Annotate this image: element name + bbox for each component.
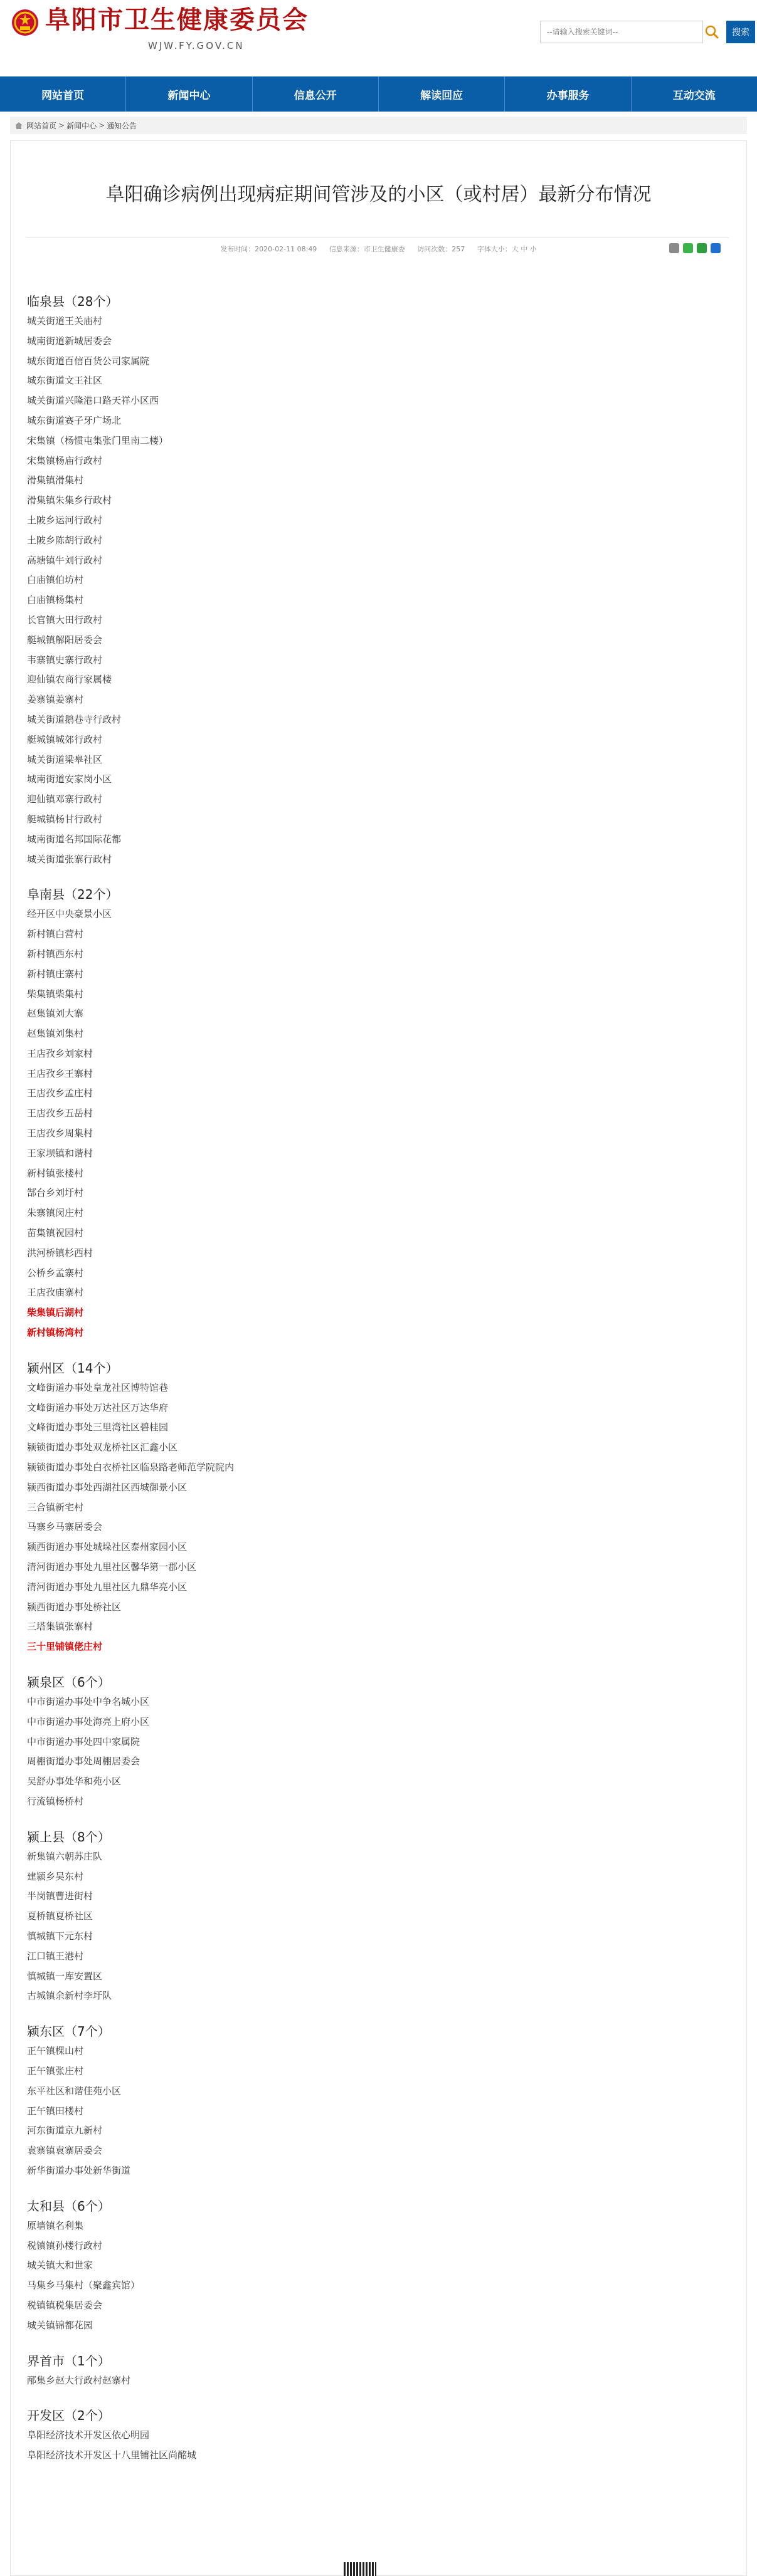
region-title: 界首市（1个）	[27, 2353, 110, 2369]
place-item: 慎城镇一库安置区	[27, 1970, 103, 1982]
nav-services[interactable]: 办事服务	[505, 76, 631, 112]
place-item: 赵集镇刘大寨	[27, 1008, 84, 1020]
place-item: 三合镇新宅村	[27, 1501, 84, 1513]
region-list	[27, 291, 717, 2466]
main-nav	[0, 76, 757, 112]
place-item: 新村镇白营村	[27, 928, 84, 940]
place-item: 夏桥镇夏桥社区	[27, 1910, 93, 1922]
place-item: 王店孜乡王寨村	[27, 1067, 93, 1079]
place-item: 经开区中央豪景小区	[27, 908, 112, 920]
nav-interaction[interactable]: 互动交流	[672, 89, 716, 102]
place-item: 赵集镇刘集村	[27, 1028, 84, 1040]
breadcrumb-notices[interactable]: 通知公告	[107, 121, 137, 130]
place-item: 苗集镇祝园村	[27, 1227, 84, 1239]
place-item: 滑集镇朱集乡行政村	[27, 495, 112, 506]
place-item: 税镇镇孙楼行政村	[27, 2239, 103, 2251]
place-item: 新村镇庄寨村	[27, 968, 84, 980]
wechat-share-icon[interactable]	[683, 243, 693, 253]
place-item: 城关镇大和世家	[27, 2259, 93, 2271]
place-item: 迎仙镇邓寨行政村	[27, 793, 103, 805]
font-size-control[interactable]: 字体大小：大 中 小	[477, 245, 537, 253]
place-item: 王店孜乡五岳村	[27, 1107, 93, 1119]
place-item: 古城镇余新村李圩队	[27, 1990, 112, 2002]
site-header	[0, 0, 757, 75]
place-item: 艇城镇杨甘行政村	[27, 813, 103, 825]
breadcrumb-news[interactable]: 新闻中心	[66, 121, 97, 130]
place-item: 新村镇张楼村	[27, 1167, 84, 1179]
view-count: 访问次数：257	[417, 245, 465, 253]
region-title: 颍东区（7个）	[27, 2024, 110, 2039]
place-item: 江口镇王港村	[27, 1950, 84, 1962]
place-item: 公桥乡孟寨村	[27, 1267, 84, 1279]
place-item: 邴集乡赵大行政村赵寨村	[27, 2374, 131, 2386]
home-icon	[15, 122, 23, 129]
place-item: 艇城镇城郊行政村	[27, 733, 103, 745]
region-title: 阜南县（22个）	[27, 887, 119, 903]
place-item: 清河街道办事处九里社区九鼎华亮小区	[27, 1581, 188, 1593]
site-title: 阜阳市卫生健康委员会	[45, 5, 309, 34]
region-title: 颍州区（14个）	[27, 1360, 119, 1376]
place-item: 高塘镇牛刘行政村	[27, 554, 103, 566]
accessibility-icon[interactable]	[711, 243, 721, 253]
region-block	[27, 2021, 717, 2181]
place-item: 正午镇田楼村	[27, 2105, 84, 2117]
region-block	[27, 2351, 717, 2391]
place-item: 朱寨镇闵庄村	[27, 1207, 84, 1219]
place-item: 清河街道办事处九里社区馨华第一郡小区	[27, 1561, 197, 1573]
place-item: 城东街道赛子牙广场北	[27, 414, 122, 426]
place-item: 半岗镇曹进街村	[27, 1890, 93, 1902]
place-item: 白庙镇伯坊村	[27, 574, 84, 586]
place-item: 颍锁街道办事处白衣桥社区临泉路老师范学院院内	[27, 1462, 235, 1474]
place-item: 河东街道京九新村	[27, 2125, 103, 2137]
breadcrumb-home[interactable]: 网站首页	[26, 121, 57, 130]
place-item: 城东街道文王社区	[27, 375, 103, 387]
place-item: 袁寨镇袁寨居委会	[27, 2145, 103, 2157]
place-item: 新集镇六朝苏庄队	[27, 1850, 103, 1862]
search-button[interactable]: 搜索	[726, 21, 755, 43]
qr-code-icon	[344, 2562, 376, 2576]
place-item: 东平社区和谐佳苑小区	[27, 2085, 122, 2097]
article-title: 阜阳确诊病例出现病症期间管涉及的小区（或村居）最新分布情况	[105, 184, 652, 206]
place-item: 土陂乡运河行政村	[27, 514, 103, 526]
place-item: 王店孜庙寨村	[27, 1287, 84, 1299]
place-item: 柴集镇后湖村	[27, 1307, 84, 1319]
breadcrumb	[10, 117, 747, 134]
print-icon[interactable]	[669, 243, 679, 253]
place-item: 白庙镇杨集村	[27, 594, 84, 606]
place-item: 阜阳经济技术开发区依心明园	[27, 2429, 150, 2441]
place-item: 城关镇锦都花园	[27, 2319, 93, 2331]
place-item: 慎城镇下元东村	[27, 1930, 93, 1942]
place-item: 王店孜乡刘家村	[27, 1047, 93, 1059]
place-item: 土陂乡陈胡行政村	[27, 534, 103, 546]
place-item: 城关街道鹅巷寺行政村	[27, 713, 122, 725]
place-item: 城南街道新城居委会	[27, 335, 112, 347]
article-meta	[11, 244, 746, 254]
region-block	[27, 291, 717, 869]
place-item: 王店孜乡孟庄村	[27, 1087, 93, 1099]
info-source: 信息来源：市卫生健康委	[329, 245, 405, 253]
region-title: 太和县（6个）	[27, 2198, 110, 2214]
place-item: 宋集镇（杨惯屯集张门里南二楼）	[27, 434, 169, 446]
region-block	[27, 884, 717, 1343]
place-item: 马寨乡马寨居委会	[27, 1521, 103, 1533]
place-item: 吴舒办事处华和苑小区	[27, 1776, 122, 1788]
region-title: 颍泉区（6个）	[27, 1675, 110, 1690]
place-item: 正午镇张庄村	[27, 2065, 84, 2076]
place-item: 税镇镇税集居委会	[27, 2299, 103, 2311]
place-item: 新华街道办事处新华街道	[27, 2164, 131, 2176]
share-bar	[669, 243, 721, 253]
nav-info-disclosure[interactable]: 信息公开	[253, 76, 379, 112]
region-title: 开发区（2个）	[27, 2408, 110, 2424]
region-block	[27, 1827, 717, 2006]
place-item: 滑集镇滑集村	[27, 474, 84, 486]
place-item: 郜台乡刘圩村	[27, 1187, 84, 1199]
place-item: 阜阳经济技术开发区十八里铺社区尚酩城	[27, 2449, 197, 2461]
place-item: 建颍乡吴东村	[27, 1870, 84, 1882]
place-item: 韦寨镇史寨行政村	[27, 654, 103, 666]
place-item: 城关街道梁皋社区	[27, 753, 103, 765]
place-item: 城南街道安家岗小区	[27, 773, 112, 785]
nav-home[interactable]: 网站首页	[0, 76, 126, 112]
region-block	[27, 2406, 717, 2466]
place-item: 新村镇西东村	[27, 948, 84, 960]
place-item: 文峰街道办事处万达社区万达华府	[27, 1401, 169, 1413]
place-item: 宋集镇杨庙行政村	[27, 454, 103, 466]
place-item: 三塔集镇张寨村	[27, 1621, 93, 1633]
place-item: 城关街道兴隆港口路天祥小区西	[27, 395, 159, 407]
place-item: 行流镇杨桥村	[27, 1795, 84, 1807]
region-block	[27, 1672, 717, 1812]
place-item: 洪河桥镇杉西村	[27, 1247, 93, 1259]
breadcrumb-separator: >	[98, 121, 105, 130]
place-item: 长官镇大田行政村	[27, 614, 103, 626]
place-item: 城南街道名邦国际花都	[27, 833, 122, 845]
place-item: 颍西街道办事处桥社区	[27, 1601, 122, 1613]
site-domain: WJW.FY.GOV.CN	[148, 40, 245, 51]
region-block	[27, 1358, 717, 1657]
place-item: 中市街道办事处四中家属院	[27, 1736, 140, 1747]
place-item: 城关街道张寨行政村	[27, 853, 112, 865]
place-item: 艇城镇解阳居委会	[27, 634, 103, 646]
search-input[interactable]	[540, 21, 703, 43]
region-title: 临泉县（28个）	[27, 294, 119, 309]
place-item: 正午镇棵山村	[27, 2045, 84, 2057]
place-item: 王家坝镇和谐村	[27, 1147, 93, 1159]
breadcrumb-separator: >	[58, 121, 65, 130]
region-block	[27, 2196, 717, 2336]
place-item: 姜寨镇姜寨村	[27, 694, 84, 706]
place-item: 王店孜乡周集村	[27, 1128, 93, 1139]
place-item: 中市街道办事处海亮上府小区	[27, 1715, 150, 1727]
national-emblem-icon	[11, 9, 39, 36]
weibo-share-icon[interactable]	[697, 243, 707, 253]
place-item: 文峰街道办事处三里湾社区碧桂园	[27, 1422, 169, 1433]
search-icon[interactable]	[704, 24, 720, 40]
place-item: 文峰街道办事处皇龙社区博特馆巷	[27, 1381, 169, 1393]
article-container	[10, 140, 747, 2576]
place-item: 柴集镇柴集村	[27, 988, 84, 1000]
place-item: 迎仙镇农商行家属楼	[27, 674, 112, 686]
place-item: 中市街道办事处中争名城小区	[27, 1696, 150, 1707]
publish-date: 发布时间：2020-02-11 08:49	[220, 245, 317, 253]
place-item: 颍锁街道办事处双龙桥社区汇鑫小区	[27, 1442, 178, 1453]
region-title: 颍上县（8个）	[27, 1829, 110, 1845]
place-item: 三十里铺镇佬庄村	[27, 1641, 103, 1653]
nav-news[interactable]: 新闻中心	[126, 76, 252, 112]
place-item: 颍西街道办事处西湖社区西城御景小区	[27, 1481, 188, 1493]
place-item: 周棚街道办事处周棚居委会	[27, 1756, 140, 1767]
place-item: 马集乡马集村（聚鑫宾馆）	[27, 2280, 140, 2291]
place-item: 新村镇杨湾村	[27, 1327, 84, 1339]
place-item: 城关街道王关庙村	[27, 315, 103, 327]
place-item: 颍西街道办事处城垛社区泰州家园小区	[27, 1541, 188, 1553]
place-item: 城东街道百信百货公司家属院	[27, 355, 150, 367]
nav-interpretation[interactable]: 解读回应	[379, 76, 505, 112]
place-item: 原墙镇名利集	[27, 2219, 84, 2231]
